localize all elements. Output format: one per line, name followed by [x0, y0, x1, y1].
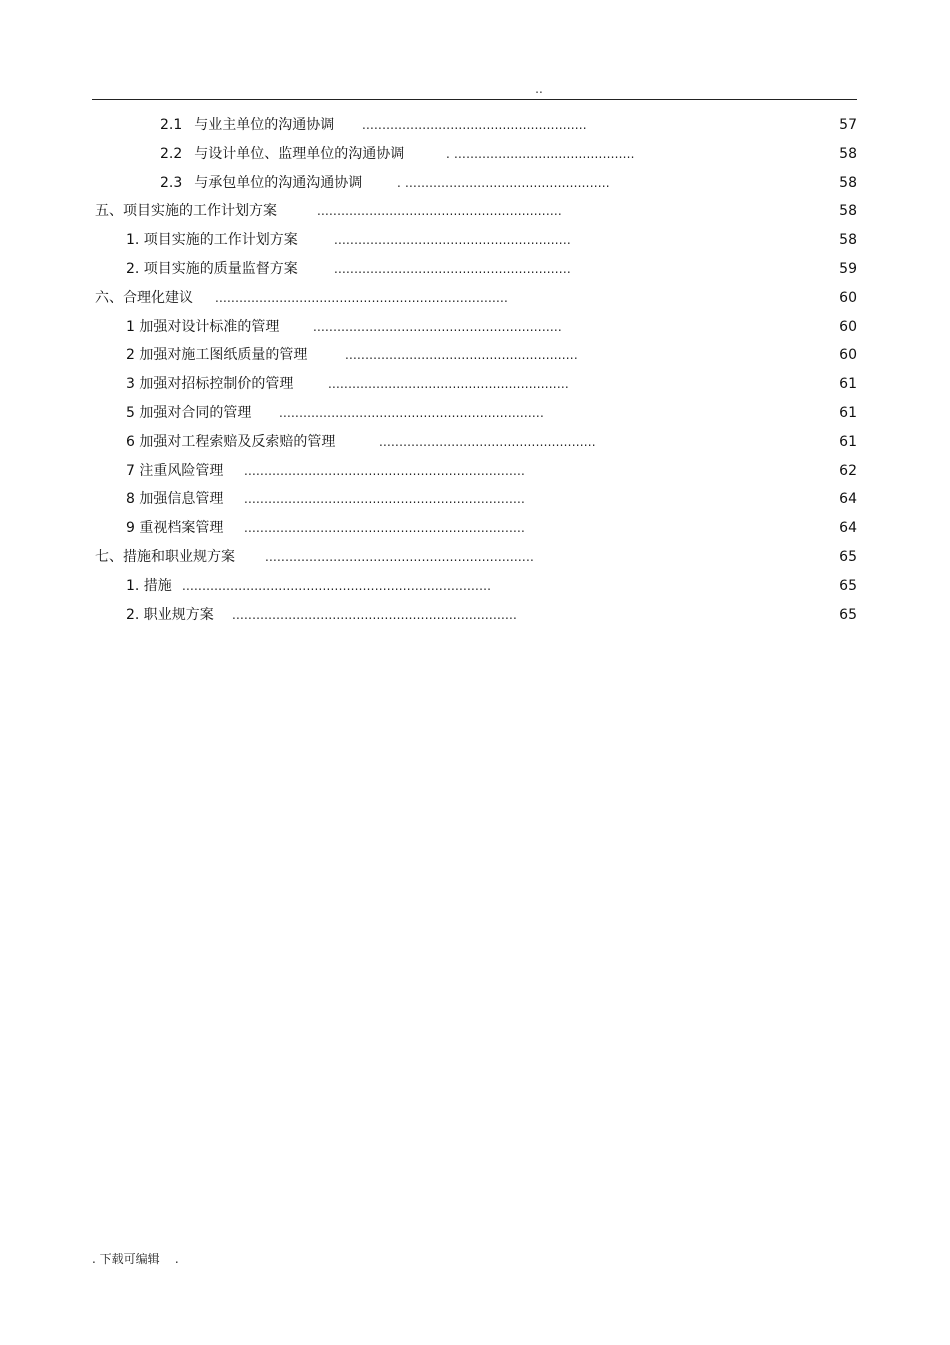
toc-entry[interactable]	[0, 197, 950, 226]
toc-page-number: 62	[839, 462, 857, 479]
toc-entry-label: 与业主单位的沟通协调	[194, 117, 335, 133]
toc-entry-title	[160, 140, 404, 169]
header-rule	[92, 99, 857, 100]
toc-entry-title: 9 重视档案管理	[126, 520, 224, 537]
toc-page-number: 58	[839, 232, 857, 249]
toc-leader-dots: . .............................................	[446, 146, 635, 161]
toc-leader-dots: . ...................................................	[397, 175, 610, 190]
toc-entry[interactable]	[0, 140, 950, 169]
toc-entry-number: 2.2	[160, 145, 183, 162]
toc-leader-dots: .............................................................................	[182, 578, 492, 593]
toc-page-number: 60	[839, 347, 857, 364]
toc-page-number: 65	[839, 577, 857, 594]
toc-entry-number: 2.1	[160, 117, 183, 133]
toc-leader-dots: ...........................................................	[334, 233, 571, 248]
toc-entry-title	[160, 111, 334, 140]
toc-page-number: 65	[839, 548, 857, 565]
toc-entry-title: 2. 项目实施的质量监督方案	[126, 260, 298, 277]
toc-entry[interactable]	[0, 428, 950, 457]
toc-entry[interactable]	[0, 485, 950, 514]
toc-entry-title: 1. 项目实施的工作计划方案	[126, 232, 298, 249]
toc-entry[interactable]	[0, 370, 950, 399]
toc-entry[interactable]	[0, 341, 950, 370]
toc-entry[interactable]	[0, 255, 950, 284]
toc-entry-label: 与承包单位的沟通沟通协调	[194, 174, 363, 191]
toc-entry[interactable]	[0, 284, 950, 313]
toc-page-number: 60	[839, 289, 857, 306]
toc-entry-title: 六、合理化建议	[95, 289, 193, 306]
toc-entry[interactable]	[0, 601, 950, 630]
toc-entry-title: 2. 职业规方案	[126, 606, 214, 623]
toc-leader-dots: ..........................................................	[345, 348, 578, 363]
toc-entry-title: 七、措施和职业规方案	[95, 548, 235, 565]
toc-leader-dots: .......................................................................	[232, 607, 518, 622]
toc-entry[interactable]	[0, 169, 950, 198]
toc-leader-dots: ..................................................................	[279, 405, 544, 420]
toc-entry-title: 3 加强对招标控制价的管理	[126, 376, 294, 393]
toc-entry[interactable]	[0, 514, 950, 543]
toc-page-number: 64	[839, 491, 857, 508]
toc-page-number: 64	[839, 520, 857, 537]
footer-note: . 下载可编辑 .	[92, 1252, 179, 1266]
toc-entry[interactable]	[0, 226, 950, 255]
toc-leader-dots: ...................................................................	[265, 549, 534, 564]
toc-leader-dots: ..............................................................	[313, 319, 562, 334]
toc-leader-dots: ......................................................	[379, 434, 596, 449]
toc-page-number: 61	[839, 376, 857, 393]
toc-entry[interactable]	[0, 543, 950, 572]
toc-entry[interactable]	[0, 572, 950, 601]
toc-entry[interactable]	[0, 313, 950, 342]
toc-entry-title: 8 加强信息管理	[126, 491, 224, 508]
toc-page-number: 65	[839, 606, 857, 623]
toc-entry[interactable]	[0, 111, 950, 140]
toc-entry-title: 7 注重风险管理	[126, 462, 224, 479]
toc-entry-title: 2 加强对施工图纸质量的管理	[126, 347, 308, 364]
toc-entry[interactable]	[0, 457, 950, 486]
toc-page-number: 57	[839, 117, 857, 133]
toc-leader-dots: .............................................................	[317, 204, 562, 219]
toc-entry-title: 五、项目实施的工作计划方案	[95, 203, 277, 220]
toc-entry-label: 与设计单位、监理单位的沟通协调	[194, 145, 405, 162]
toc-leader-dots: ...........................................................	[334, 261, 571, 276]
toc-leader-dots: ......................................................................	[244, 492, 526, 507]
toc-leader-dots: .........................................................................	[215, 290, 509, 305]
toc-entry-title: 1 加强对设计标准的管理	[126, 318, 280, 335]
toc-entry-title	[160, 169, 362, 198]
toc-entry-title: 5 加强对合同的管理	[126, 404, 252, 421]
toc-leader-dots: ......................................................................	[244, 463, 526, 478]
toc-entry[interactable]	[0, 399, 950, 428]
toc-page-number: 59	[839, 260, 857, 277]
toc-entry-title: 1. 措施	[126, 577, 172, 594]
toc-page-number: 58	[839, 174, 857, 191]
toc-page-number: 61	[839, 404, 857, 421]
page-header-mark: ..	[535, 82, 543, 96]
toc-leader-dots: ......................................................................	[244, 521, 526, 536]
toc-page-number: 60	[839, 318, 857, 335]
toc-page-number: 58	[839, 145, 857, 162]
table-of-contents	[0, 111, 950, 629]
toc-leader-dots: ............................................................	[328, 377, 569, 392]
toc-page-number: 61	[839, 433, 857, 450]
toc-entry-number: 2.3	[160, 174, 183, 191]
toc-entry-title: 6 加强对工程索赔及反索赔的管理	[126, 433, 336, 450]
toc-leader-dots: ........................................................	[362, 118, 587, 132]
toc-page-number: 58	[839, 203, 857, 220]
